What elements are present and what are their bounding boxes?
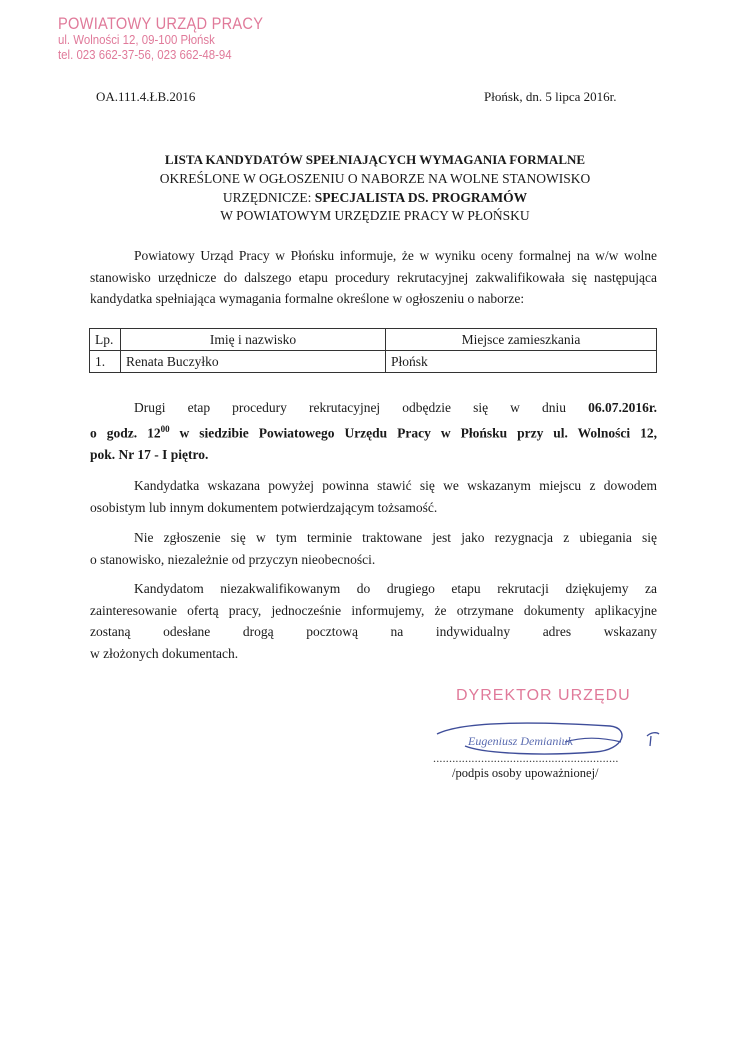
cell-lp: 1. [90,351,121,373]
table-row [90,351,657,373]
cell-name: Renata Buczyłko [121,351,386,373]
absence-paragraph [90,527,657,570]
stamp-office-name: POWIATOWY URZĄD PRACY [58,14,264,33]
stamp-address: ul. Wolności 12, 09-100 Płońsk [58,32,215,48]
director-stamp-title: DYREKTOR URZĘDU [456,687,631,704]
identity-line-1: Kandydatka wskazana powyżej powinna stawić się we wskazanym miejscu z dowodem [134,478,657,493]
reference-number: OA.111.4.ŁB.2016 [96,89,196,104]
second-stage-date: 06.07.2016r. [588,400,657,415]
second-stage-time: o godz. 12 [90,425,161,440]
title-line-2: OKREŚLONE W OGŁOSZENIU O NABORZE NA WOLNE STANOWISKO [159,171,591,186]
thanks-line-1: Kandydatom niezakwalifikowanym do drugiego etapu rekrutacji dziękujemy za [134,581,657,596]
signature-line: .......................................................... [433,751,619,765]
thanks-line-4: w złożonych dokumentach. [90,645,239,661]
title-line-3-prefix: URZĘDNICZE: [222,190,315,205]
identity-paragraph [90,475,657,518]
document-title: LISTA KANDYDATÓW SPEŁNIAJĄCYCH WYMAGANIA FORMALNE [164,152,586,167]
thanks-line-2: zainteresowanie ofertą pracy, jednocześnie informujemy, że otrzymane dokumenty aplikacyjne [90,602,657,618]
second-stage-text: Drugi etap procedury rekrutacyjnej odbędzie się w dniu [134,400,589,415]
place-and-date: Płońsk, dn. 5 lipca 2016r. [484,89,617,104]
second-stage-time-minutes: 00 [160,423,170,434]
title-line-3 [60,190,690,206]
candidates-table [89,328,657,373]
second-stage-room: pok. Nr 17 - I piętro. [90,446,209,462]
absence-line-2: o stanowisko, niezależnie od przyczyn nieobecności. [90,551,376,567]
second-stage-line-2 [90,419,657,444]
second-stage-line-1 [90,397,657,419]
table-header-row [90,329,657,351]
identity-line-2: osobistym lub innym dokumentem potwierdzającym tożsamość. [90,499,438,515]
second-stage-location: w siedzibie Powiatowego Urzędu Pracy w Płońsku przy ul. Wolności 12, [169,425,658,440]
signature-caption: /podpis osoby upoważnionej/ [452,766,599,780]
thanks-paragraph [90,578,657,664]
position-name: SPECJALISTA DS. PROGRAMÓW [314,190,528,205]
director-stamp-name: Eugeniusz Demianiuk [468,734,573,748]
second-stage-paragraph [90,397,657,465]
office-stamp [58,14,297,62]
header-lp: Lp. [90,329,121,351]
cell-residence: Płońsk [386,351,657,373]
stamp-phone: tel. 023 662-37-56, 023 662-48-94 [58,46,232,62]
absence-line-1: Nie zgłoszenie się w tym terminie traktowane jest jako rezygnacja z ubiegania się [134,530,657,545]
header-name: Imię i nazwisko [121,329,386,351]
intro-paragraph: Powiatowy Urząd Pracy w Płońsku informuje, że w wyniku oceny formalnej na w/w wolne stanowisko urzędnicze do dalszego etapu procedury rekrutacyjnej zakwalifikowała się następująca kandydatka spełniająca wymagania formalne określone w ogłoszeniu o naborze: [90,248,657,306]
header-residence: Miejsce zamieszkania [386,329,657,351]
thanks-line-3: zostaną odesłane drogą pocztową na indywidualny adres wskazany [90,624,657,639]
title-line-4: W POWIATOWYM URZĘDZIE PRACY W PŁOŃSKU [220,208,530,223]
